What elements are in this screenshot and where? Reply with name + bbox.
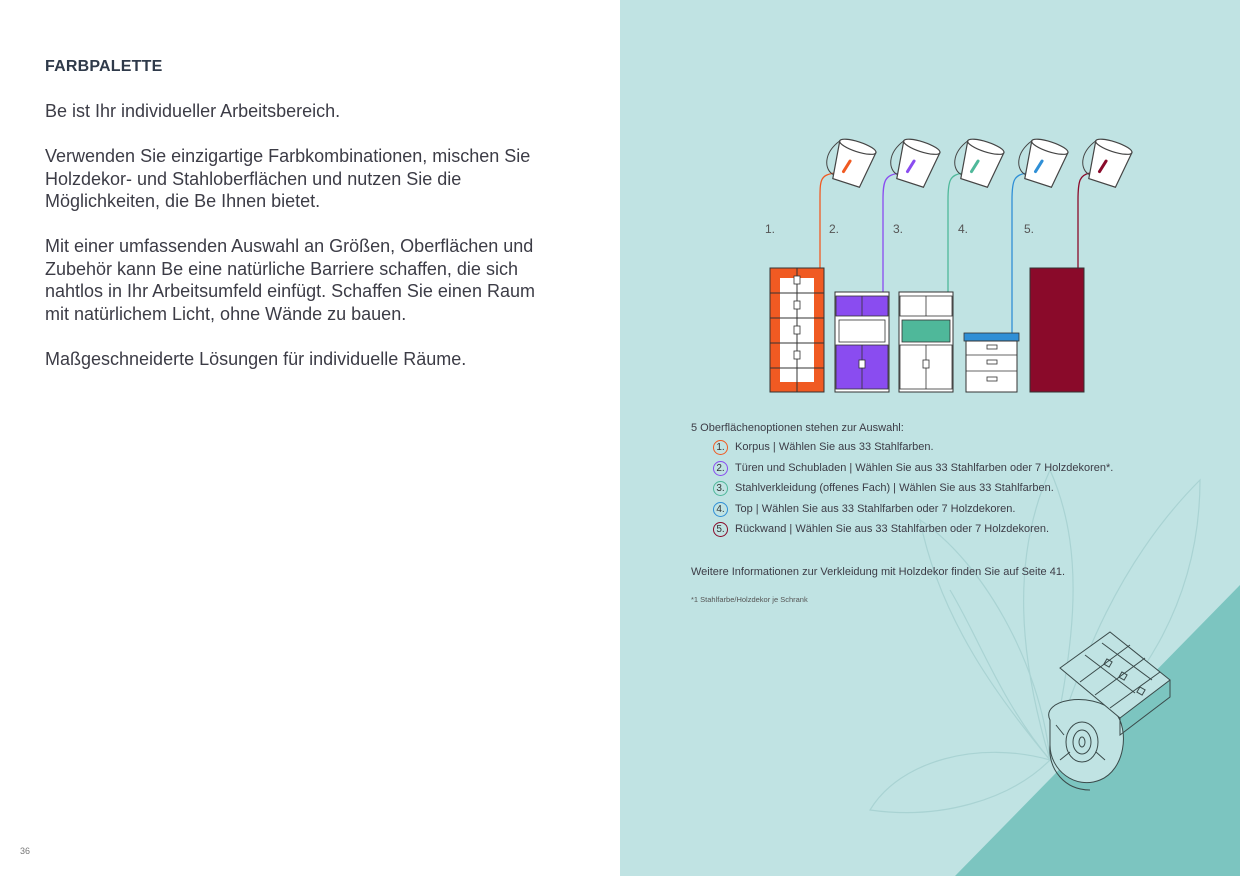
options-title: 5 Oberflächenoptionen stehen zur Auswahl: <box>691 422 904 434</box>
cabinet-3 <box>899 292 953 392</box>
step-label-4: 4. <box>958 222 969 236</box>
options-list <box>691 422 1231 542</box>
option-number-badge: 2. <box>713 461 728 476</box>
step-label-2: 2. <box>829 222 840 236</box>
option-text: Stahlverkleidung (offenes Fach) | Wählen Sie aus 33 Stahlfarben. <box>735 482 1054 494</box>
option-item <box>691 460 1231 481</box>
option-item <box>691 501 1231 522</box>
option-text: Top | Wählen Sie aus 33 Stahlfarben oder 7 Holzdekoren. <box>735 502 1016 515</box>
paragraph-2: Verwenden Sie einzigartige Farbkombinationen, mischen Sie Holzdekor- und Stahloberflächen und nutzen Sie die Möglichkeiten, die Be Ihnen bietet. <box>45 146 531 211</box>
option-number-badge: 4. <box>713 502 728 517</box>
option-item <box>691 439 1231 460</box>
page-heading: FARBPALETTE <box>45 58 163 75</box>
tree-stump-illustration <box>1049 632 1170 790</box>
option-number-badge: 5. <box>713 522 728 537</box>
paint-bucket-icon <box>950 134 1006 189</box>
option-item <box>691 480 1231 501</box>
option-number-badge: 3. <box>713 481 728 496</box>
option-number-badge: 1. <box>713 440 728 455</box>
paint-bucket-icon <box>1078 134 1134 189</box>
cabinet-1 <box>770 268 824 392</box>
paragraph-4: Maßgeschneiderte Lösungen für individuelle Räume. <box>45 348 467 369</box>
option-text: Korpus | Wählen Sie aus 33 Stahlfarben. <box>735 441 934 453</box>
paragraph-1: Be ist Ihr individueller Arbeitsbereich. <box>45 101 341 121</box>
body-text <box>45 100 545 393</box>
footnote: *1 Stahlfarbe/Holzdekor je Schrank <box>691 595 808 604</box>
step-label-5: 5. <box>1024 222 1035 236</box>
step-label-3: 3. <box>893 222 904 236</box>
cabinet-5 <box>1030 268 1084 392</box>
cabinet-2 <box>835 292 889 392</box>
cabinet-4 <box>964 333 1019 392</box>
option-item <box>691 521 1231 542</box>
option-text: Türen und Schubladen | Wählen Sie aus 33 Stahlfarben oder 7 Holzdekoren*. <box>735 461 1114 474</box>
page-number: 36 <box>20 846 31 856</box>
paint-bucket-icon <box>886 134 942 189</box>
more-info-text: Weitere Informationen zur Verkleidung mit Holzdekor finden Sie auf Seite 41. <box>691 566 1065 578</box>
paint-bucket-icon <box>822 134 878 189</box>
step-label-1: 1. <box>765 222 776 236</box>
paint-bucket-icon <box>1014 134 1070 189</box>
right-page <box>620 0 1240 876</box>
paragraph-3: Mit einer umfassenden Auswahl an Größen, Oberflächen und Zubehör kann Be eine natürliche Barriere schaffen, die sich nahtlos in Ihr Arbeitsumfeld einfügt. Schaffen Sie einen Raum mit natürlichem Licht, ohne Wände zu bauen. <box>45 236 535 324</box>
option-text: Rückwand | Wählen Sie aus 33 Stahlfarben oder 7 Holzdekoren. <box>735 523 1050 535</box>
